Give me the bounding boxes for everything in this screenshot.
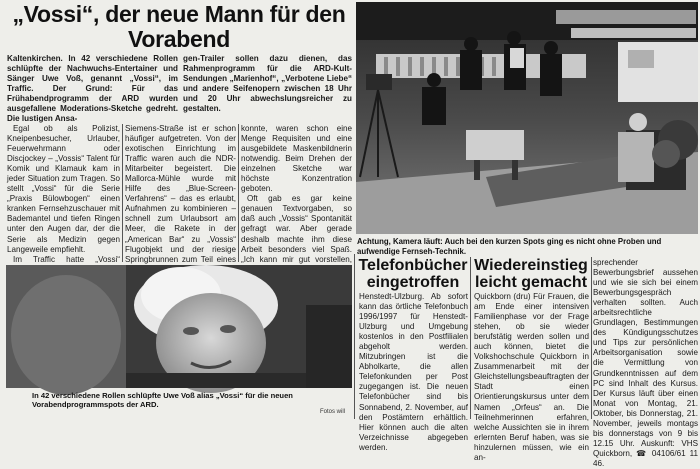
- headline-vossi: „Vossi“, der neue Mann für den Vorabend: [12, 1, 346, 52]
- lead-text-col2: gen-Trailer sollen dazu dienen, das Rahmenprogramm für die ARD-Kult-Sendungen „Marienhof“, „Verbotene Liebe“ und andere Seifenopern zwischen 18 Uhr und 20 Uhr abwechslungsreicher zu gestalten.: [183, 54, 352, 114]
- caption-film-set: Achtung, Kamera läuft: Auch bei den kurzen Spots ging es nicht ohne Proben und aufwendige Fernseh-Technik.: [357, 237, 662, 256]
- column-divider: [238, 124, 239, 262]
- wiedereinstieg-continuation: sprechender Bewerbungsbrief aussehen und wie sie sich bei einem Bewerbungsgespräch verhalten sollten. Auch arbeitsrechtliche Grundlagen, Bestimmungen des Kündigungsschutzes und Tips zur persönlichen Arbeitsorganisation sowie die Vermittlung von Grundkenntnissen auf dem PC sind Inhalt des Kursus. Der Kursus läuft über einen Monat von Montag, 21. Oktober, bis Donnerstag, 21. November, jeweils montags bis donnerstags von 9 bis 12.15 Uhr. Auskunft: VHS Quickborn, ☎ 04106/61 11 46.: [593, 258, 698, 468]
- telefonbuecher-body: Henstedt-Ulzburg. Ab sofort kann das örtliche Telefonbuch 1996/1997 für Henstedt-Ulzburg und Umgebung kostenlos in den Postfilialen abgeholt werden. Mitzubringen ist die Abholkarte, die allen Telefonkunden per Post zugegangen ist. Die neuen Telefonbücher sind bis Sonnabend, 2. November, auf den Postämtern erhältlich. Hier können auch die alten Verzeichnisse abgegeben werden.: [359, 292, 468, 452]
- body-column-2: [125, 124, 236, 264]
- paragraph: konnte, waren schon eine Menge Requisiten und eine ausgebildete Maskenbildnerin notwendig. Beim Drehen der einzelnen Sketche war höchste Konzentration geboten.: [241, 124, 352, 194]
- vossi-portrait-photo: [6, 265, 352, 388]
- article-divider: [354, 254, 355, 419]
- photo-film-set: [356, 2, 698, 234]
- wiedereinstieg-body: Quickborn (dru) Für Frauen, die am Ende einer intensiven Familienphase vor der Frage stehen, ob sie wieder berufstätig werden sollen und auch können, bietet die Volkshochschule Quickborn in Zusammenarbeit mit der Gleichstellungsbeauftragten der Stadt einen Orientierungskursus unter dem Namen „Orfeus“ an. Die Teilnehmerinnen erfahren, welche Aussichten sie in ihrem erlernten Beruf haben, was sie hinzulernen müssen, wie ein an-: [474, 292, 589, 462]
- caption-vossi: In 42 verschiedene Rollen schlüpfte Uwe Voß alias „Vossi“ für die neuen Vorabendprogrammspots der ARD.: [32, 391, 293, 409]
- paragraph: Oft gab es gar keine genauen Textvorgaben, so daß auch „Vossis“ Spontanität gefragt war. Aber gerade deshalb machte ihm diese Arbeit besonders viel Spaß. „Ich kann mir gut vorstellen,: [241, 194, 352, 264]
- paragraph: Im Traffic hatte „Vossi“: [13, 254, 120, 264]
- body-column-3: [241, 124, 352, 264]
- headline-telefonbuecher: Telefonbücher eingetroffen: [358, 257, 468, 291]
- paragraph: Siemens-Straße ist er schon häufiger aufgetreten. Von der exotischen Einrichtung im Traffic waren auch die NDR-Mitarbeiter begeistert. Die Mallorca-Mühle wurde mit Hilfe des „Blue-Screen-Verfahrens“ – das es erlaubt, Aufnahmen zu kombinieren – schnell zum Urlaubsort am Meer, die Rakete in der „American Bar“ zu „Vossis“ Flugobjekt und der riesige Springbrunnen zum Teil eines: [125, 124, 236, 264]
- column-divider: [470, 257, 471, 419]
- photo-credit: Fotos will: [320, 409, 346, 415]
- column-divider: [591, 257, 592, 419]
- headline-wiedereinstieg: Wiedereinstieg leicht gemacht: [474, 257, 588, 291]
- column-divider: [122, 124, 123, 262]
- photo-vossi: [6, 265, 352, 388]
- body-column-1: [7, 124, 120, 264]
- film-set-photo: [356, 2, 698, 234]
- lead-text-col1: Kaltenkirchen. In 42 verschiedene Rollen schlüpfte der Nachwuchs-Entertainer und Sänger Uwe Voß, genannt „Vossi“, im Traffic. Der Grund: Für das Frühabendprogramm der ARD wurden ausgefallene Moderations-Sketche gedreht. Die lustigen Ansa-: [7, 54, 178, 124]
- paragraph: Egal ob als Polizist, Kneipenbesucher, Urlauber, Feuerwehrmann oder Discjockey – „Vossis“ Talent für Komik und Klamauk kam in jeder Situation zum Tragen. So stellt „Vossi“ für die Serie „Praxis Bülowbogen“ einen kranken Fernsehzuschauer mit Bademantel und tiefen Ringen unter den Augen dar, der die Serie als Medizin gegen Langeweile empfiehlt.: [7, 124, 120, 254]
